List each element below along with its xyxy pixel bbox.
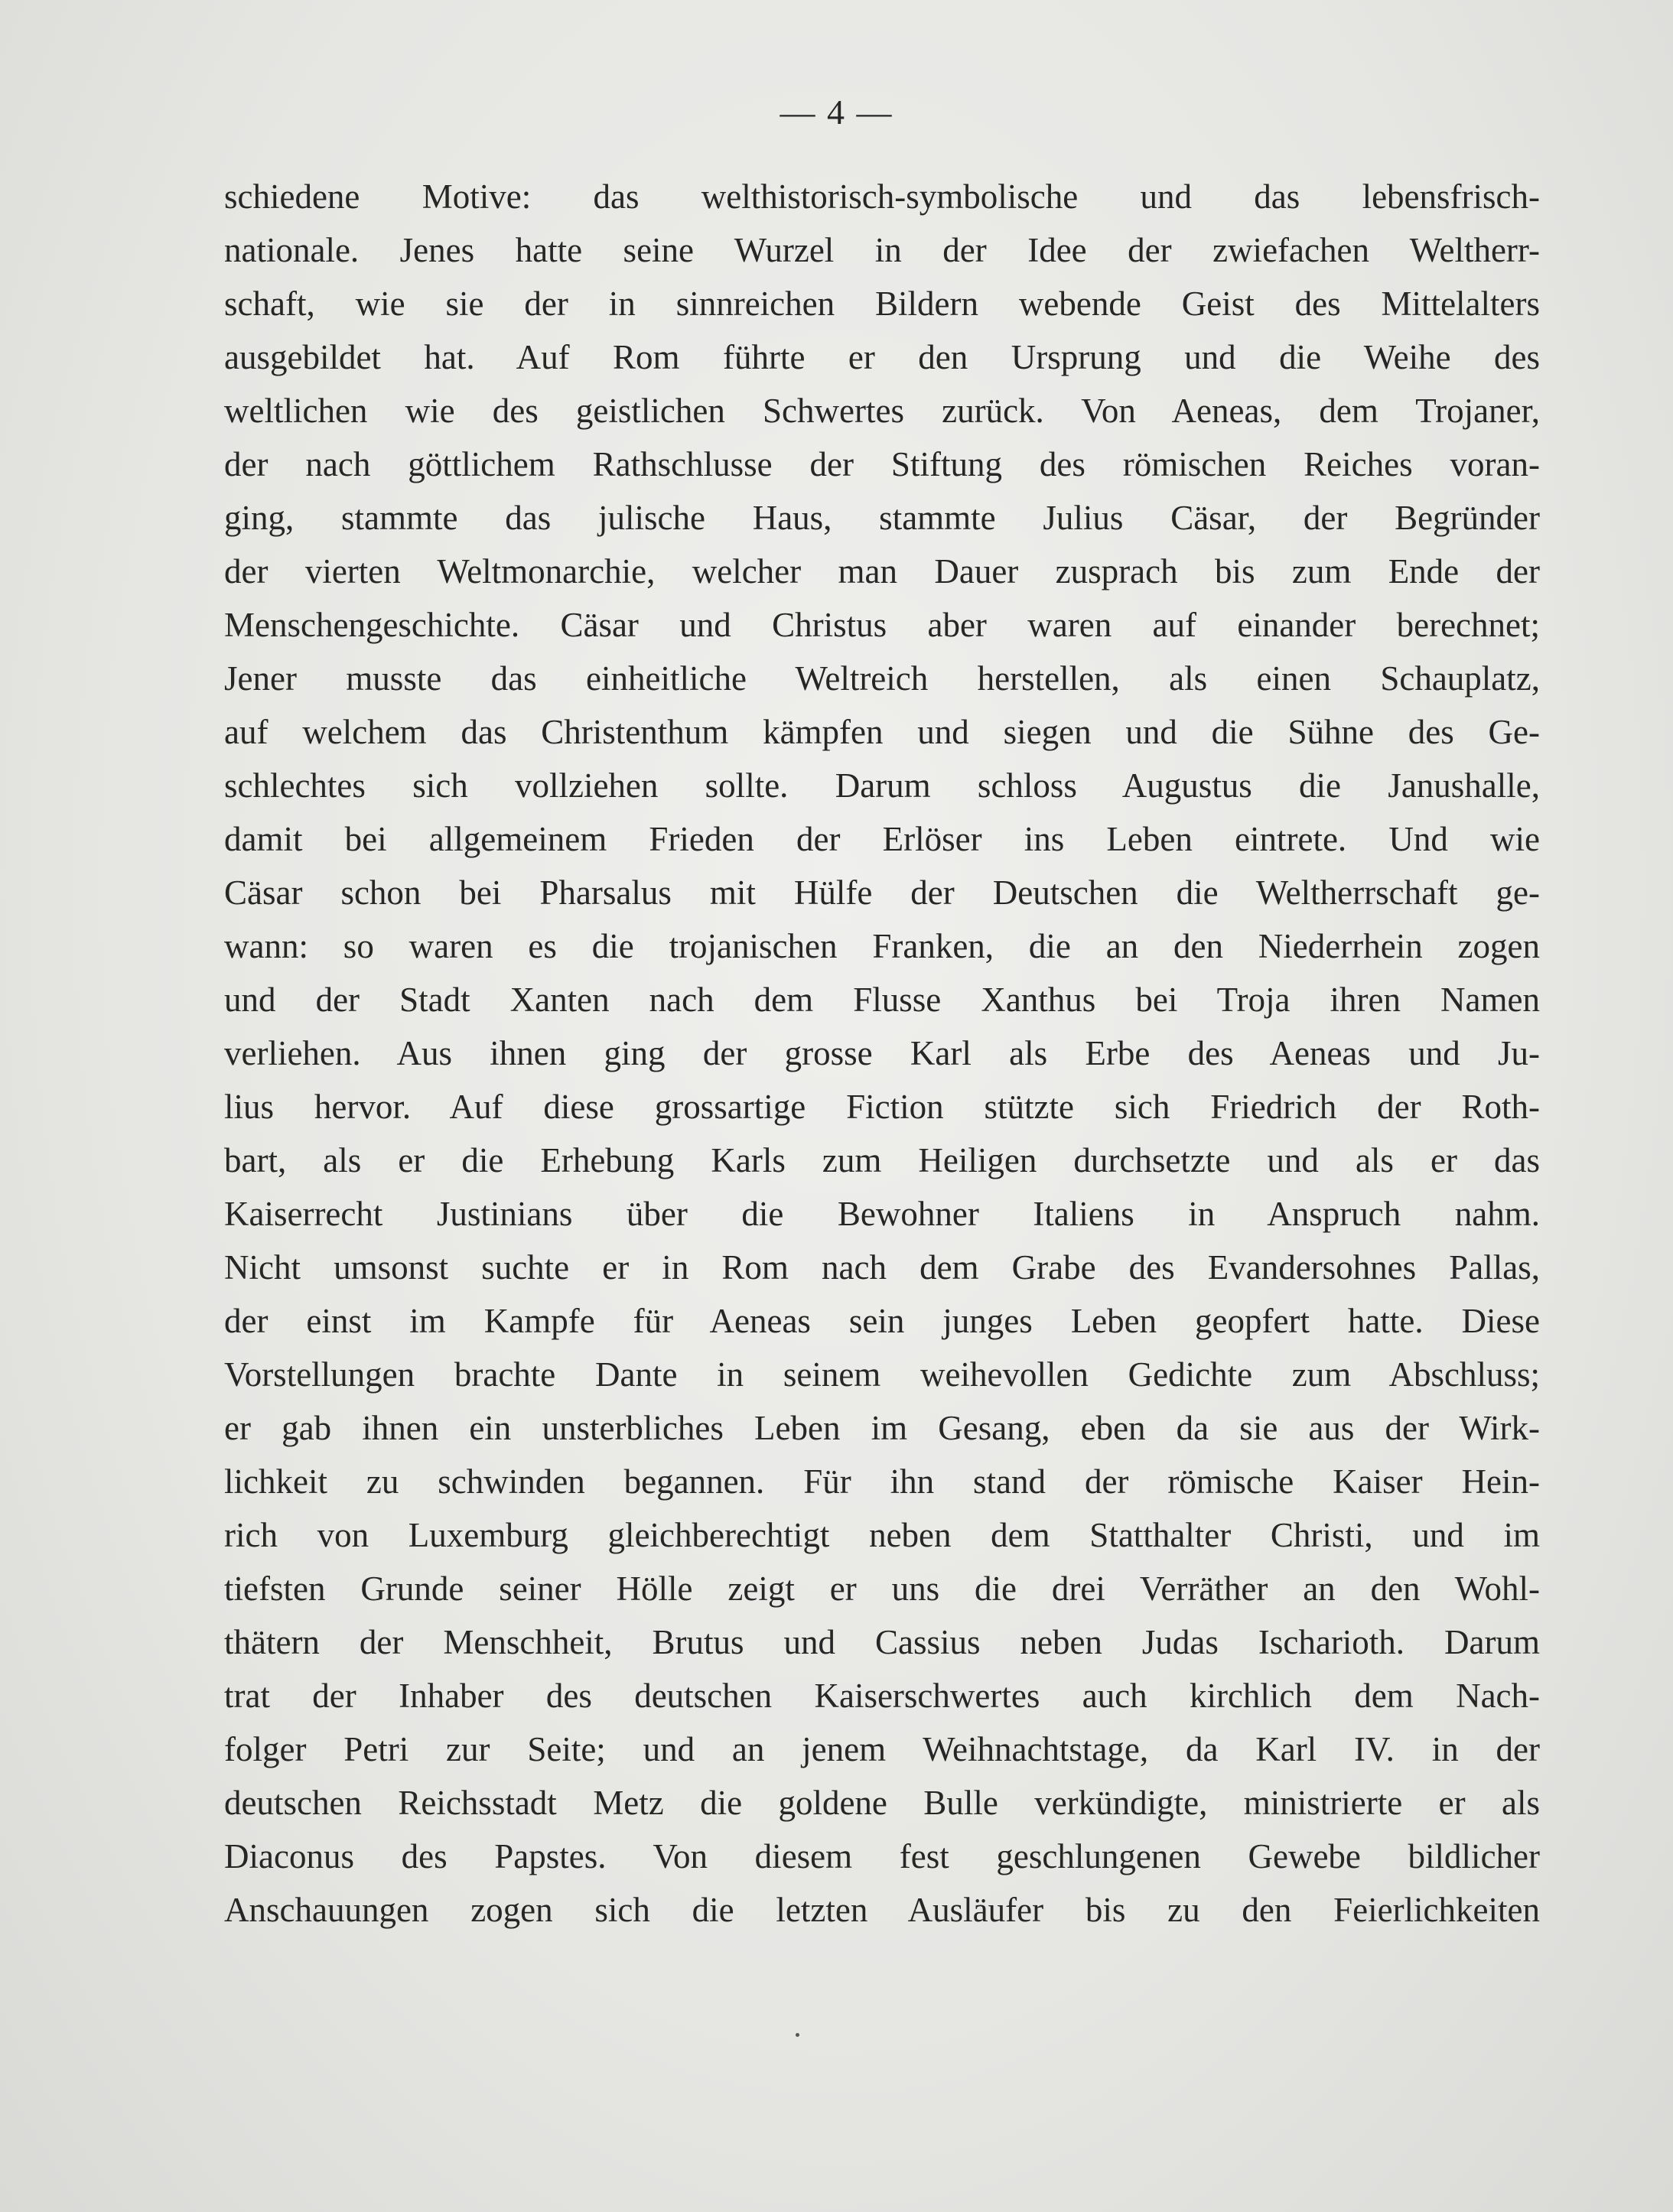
text-line: deutschen Reichsstadt Metz die goldene Bulle verkündigte, ministrierte er als (224, 1784, 1540, 1822)
text-line: Nicht umsonst suchte er in Rom nach dem Grabe des Evandersohnes Pallas, (224, 1248, 1540, 1287)
text-line: rich von Luxemburg gleichberechtigt neben dem Statthalter Christi, und im (224, 1516, 1540, 1554)
text-line: lichkeit zu schwinden begannen. Für ihn stand der römische Kaiser Hein- (224, 1462, 1540, 1501)
text-line: schiedene Motive: das welthistorisch-symbolische und das lebensfrisch- (224, 177, 1540, 216)
text-line: thätern der Menschheit, Brutus und Cassius neben Judas Ischarioth. Darum (224, 1623, 1540, 1661)
text-line: ging, stammte das julische Haus, stammte Julius Cäsar, der Begründer (224, 499, 1540, 537)
text-line: Anschauungen zogen sich die letzten Ausläufer bis zu den Feierlichkeiten (224, 1891, 1540, 1929)
text-line: weltlichen wie des geistlichen Schwertes zurück. Von Aeneas, dem Trojaner, (224, 392, 1540, 430)
text-line: auf welchem das Christenthum kämpfen und siegen und die Sühne des Ge- (224, 713, 1540, 751)
text-line: der nach göttlichem Rathschlusse der Stiftung des römischen Reiches voran- (224, 445, 1540, 483)
text-line: Cäsar schon bei Pharsalus mit Hülfe der Deutschen die Weltherrschaft ge- (224, 873, 1540, 912)
text-line: Diaconus des Papstes. Von diesem fest geschlungenen Gewebe bildlicher (224, 1837, 1540, 1875)
page-number: — 4 — (780, 93, 893, 132)
text-line: folger Petri zur Seite; und an jenem Weihnachtstage, da Karl IV. in der (224, 1730, 1540, 1768)
text-line: ausgebildet hat. Auf Rom führte er den Ursprung und die Weihe des (224, 338, 1540, 376)
text-line: bart, als er die Erhebung Karls zum Heiligen durchsetzte und als er das (224, 1141, 1540, 1179)
text-line: wann: so waren es die trojanischen Franken, die an den Niederrhein zogen (224, 927, 1540, 965)
text-line: der einst im Kampfe für Aeneas sein junges Leben geopfert hatte. Diese (224, 1302, 1540, 1340)
text-line: nationale. Jenes hatte seine Wurzel in der Idee der zwiefachen Weltherr- (224, 231, 1540, 269)
body-text (224, 170, 1540, 1937)
text-line: schlechtes sich vollziehen sollte. Darum schloss Augustus die Janushalle, (224, 766, 1540, 805)
text-line: trat der Inhaber des deutschen Kaiserschwertes auch kirchlich dem Nach- (224, 1677, 1540, 1715)
text-line: Menschengeschichte. Cäsar und Christus aber waren auf einander berechnet; (224, 606, 1540, 644)
text-line: er gab ihnen ein unsterbliches Leben im Gesang, eben da sie aus der Wirk- (224, 1409, 1540, 1447)
paper-speck (796, 2033, 799, 2037)
text-line: und der Stadt Xanten nach dem Flusse Xanthus bei Troja ihren Namen (224, 981, 1540, 1019)
text-line: tiefsten Grunde seiner Hölle zeigt er uns die drei Verräther an den Wohl- (224, 1570, 1540, 1608)
text-line: Vorstellungen brachte Dante in seinem weihevollen Gedichte zum Abschluss; (224, 1355, 1540, 1394)
text-line: Jener musste das einheitliche Weltreich herstellen, als einen Schauplatz, (224, 659, 1540, 698)
text-line: schaft, wie sie der in sinnreichen Bildern webende Geist des Mittelalters (224, 285, 1540, 323)
text-line: verliehen. Aus ihnen ging der grosse Karl als Erbe des Aeneas und Ju- (224, 1034, 1540, 1072)
text-line: der vierten Weltmonarchie, welcher man Dauer zusprach bis zum Ende der (224, 552, 1540, 590)
text-line: Kaiserrecht Justinians über die Bewohner Italiens in Anspruch nahm. (224, 1195, 1540, 1233)
text-line: damit bei allgemeinem Frieden der Erlöser ins Leben eintrete. Und wie (224, 820, 1540, 858)
text-line: lius hervor. Auf diese grossartige Fiction stützte sich Friedrich der Roth- (224, 1088, 1540, 1126)
